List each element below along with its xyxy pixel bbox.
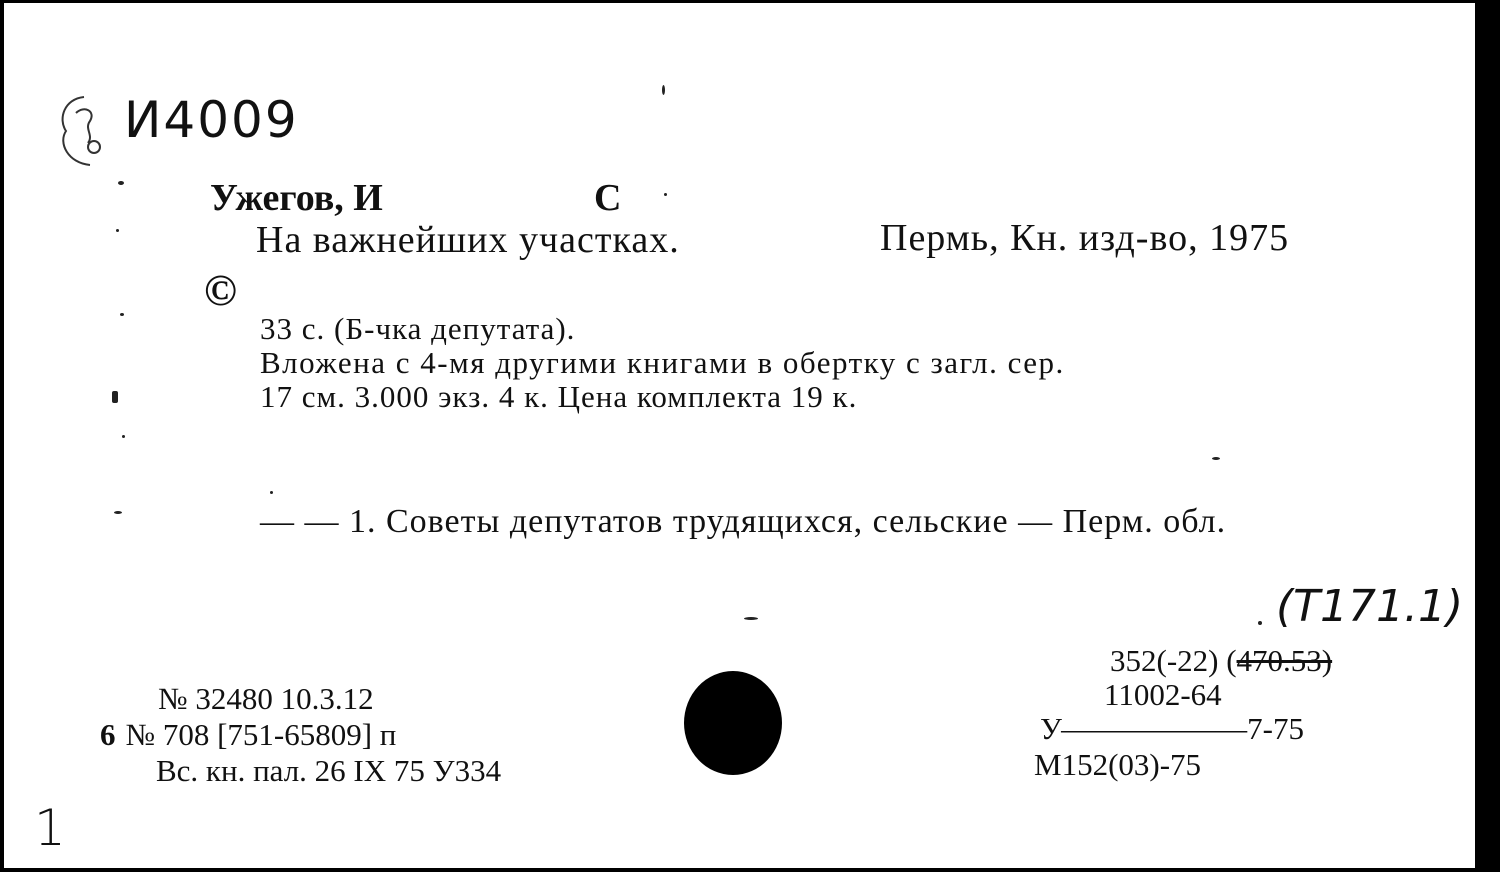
classification-prefix: 352(-22) (	[1110, 643, 1237, 678]
catalog-card	[4, 3, 1475, 868]
speck	[116, 229, 119, 232]
classification-line: У——————7-75	[1040, 711, 1304, 746]
subject-heading: — — 1. Советы депутатов трудящихся, сельские — Перм. обл.	[260, 503, 1227, 540]
speck	[122, 435, 125, 438]
library-stamp-icon	[54, 91, 114, 171]
registry-line	[100, 719, 396, 750]
speck	[1258, 621, 1262, 625]
registry-line: № 32480 10.3.12	[158, 681, 374, 716]
book-title: На важнейших участках.	[256, 219, 680, 261]
speck	[1212, 457, 1220, 460]
speck	[270, 491, 273, 494]
speck	[664, 193, 667, 196]
registry-line: Вс. кн. пал. 26 IX 75 У334	[156, 753, 502, 788]
copyright-symbol: ©	[204, 266, 237, 315]
imprint: Пермь, Кн. изд-во, 1975	[880, 217, 1290, 259]
inventory-number: И4009	[124, 91, 299, 149]
registry-number: № 708 [751-65809] п	[125, 717, 397, 752]
speck	[744, 617, 758, 620]
speck	[114, 511, 122, 514]
classification-line: М152(03)-75	[1034, 747, 1202, 782]
description-line: 17 см. 3.000 экз. 4 к. Цена комплекта 19 к.	[260, 379, 858, 414]
speck	[120, 313, 124, 316]
classification-line	[1110, 645, 1332, 676]
author-initial: С	[594, 177, 622, 219]
punch-hole	[684, 671, 782, 775]
speck	[118, 181, 124, 185]
classification-line: 11002-64	[1104, 677, 1222, 712]
registry-prefix: 6	[100, 717, 116, 752]
speck	[112, 391, 118, 403]
author-name: Ужегов, И	[210, 177, 383, 219]
description-line: 33 с. (Б-чка депутата).	[260, 311, 576, 346]
speck	[662, 85, 665, 95]
classification-struck: 470.53)	[1236, 643, 1333, 678]
description-line: Вложена с 4-мя другими книгами в обертку с загл. сер.	[260, 345, 1065, 380]
corner-mark: 1	[34, 799, 66, 857]
handwritten-code: (Т171.1)	[1276, 581, 1464, 632]
